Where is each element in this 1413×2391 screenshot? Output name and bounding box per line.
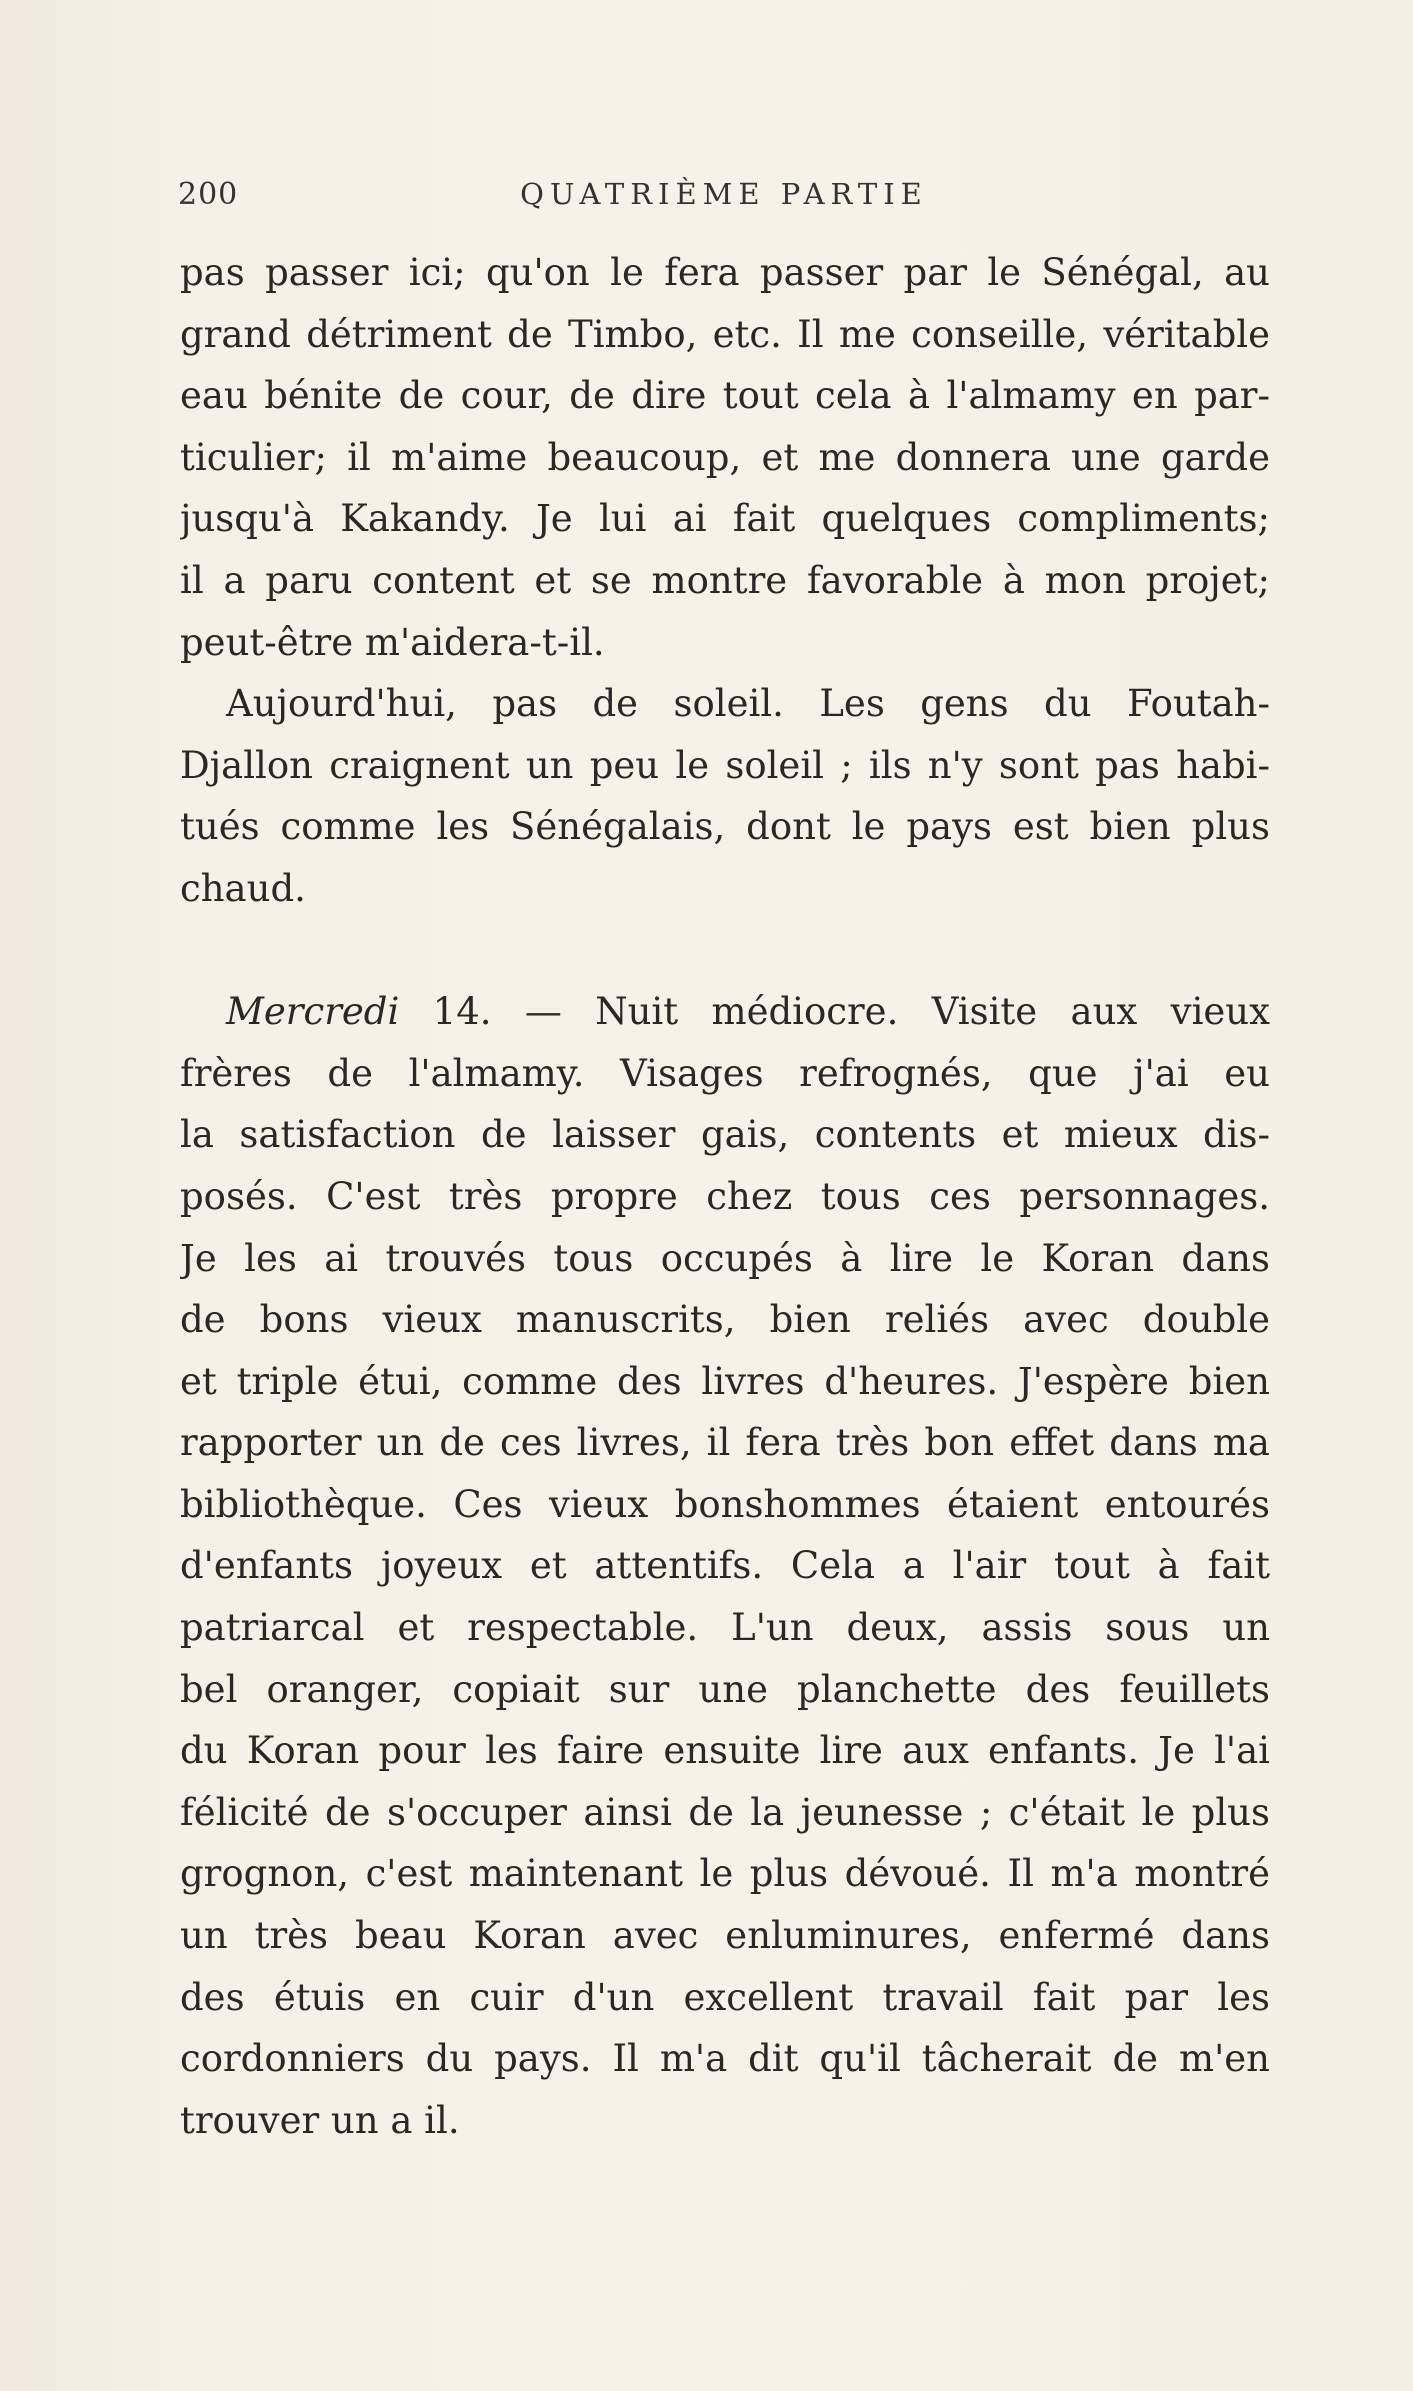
- text-line: Je les ai trouvés tous occupés à lire le Koran dans: [180, 1236, 1270, 1280]
- text-line: et triple étui, comme des livres d'heures. J'espère bien: [180, 1359, 1270, 1403]
- text-line: la satisfaction de laisser gais, contents et mieux dis-: [180, 1113, 1270, 1157]
- text-line: eau bénite de cour, de dire tout cela à l'almamy en par-: [180, 374, 1270, 418]
- text-line: il a paru content et se montre favorable à mon projet;: [180, 558, 1270, 602]
- text-line: grognon, c'est maintenant le plus dévoué. Il m'a montré: [180, 1852, 1270, 1896]
- text-line: frères de l'almamy. Visages refrognés, que j'ai eu: [180, 1051, 1270, 1095]
- text-line-last: chaud.: [180, 866, 306, 910]
- text-line-first: [180, 981, 1270, 1043]
- text-line: Djallon craignent un peu le soleil ; ils n'y sont pas habi-: [180, 743, 1270, 787]
- page-number: 200: [178, 177, 239, 212]
- text-line-first: Aujourd'hui, pas de soleil. Les gens du Foutah-: [226, 682, 1270, 726]
- text-line: un très beau Koran avec enluminures, enfermé dans: [180, 1914, 1270, 1958]
- paragraph-1: [180, 242, 1270, 673]
- text-line: d'enfants joyeux et attentifs. Cela a l'air tout à fait: [180, 1544, 1270, 1588]
- body-text: [180, 242, 1270, 2151]
- text-line: patriarcal et respectable. L'un deux, assis sous un: [180, 1606, 1270, 1650]
- text-line: posés. C'est très propre chez tous ces personnages.: [180, 1174, 1270, 1218]
- page-header: [178, 177, 1270, 217]
- text-line: cordonniers du pays. Il m'a dit qu'il tâcherait de m'en: [180, 2037, 1270, 2081]
- paragraph-3: [180, 981, 1270, 2151]
- text-line: tués comme les Sénégalais, dont le pays est bien plus: [180, 805, 1270, 849]
- text-line: bibliothèque. Ces vieux bonshommes étaient entourés: [180, 1482, 1270, 1526]
- text-line: jusqu'à Kakandy. Je lui ai fait quelques compliments;: [180, 497, 1270, 541]
- section-gap: [180, 920, 1270, 982]
- text-line: de bons vieux manuscrits, bien reliés avec double: [180, 1298, 1270, 1342]
- text-line: des étuis en cuir d'un excellent travail fait par les: [180, 1975, 1270, 2019]
- text-line: félicité de s'occuper ainsi de la jeunesse ; c'était le plus: [180, 1790, 1270, 1834]
- text-line: pas passer ici; qu'on le fera passer par le Sénégal, au: [180, 251, 1270, 294]
- text-line: du Koran pour les faire ensuite lire aux enfants. Je l'ai: [180, 1729, 1270, 1773]
- text-line: rapporter un de ces livres, il fera très bon effet dans ma: [180, 1421, 1270, 1465]
- text-line: grand détriment de Timbo, etc. Il me conseille, véritable: [180, 312, 1270, 356]
- text-line: ticulier; il m'aime beaucoup, et me donnera une garde: [180, 435, 1270, 479]
- text-line-last: trouver un a il.: [180, 2098, 460, 2142]
- date-line-text: 14. — Nuit médiocre. Visite aux vieux: [399, 990, 1270, 1034]
- date-label: Mercredi: [226, 990, 400, 1034]
- running-head: QUATRIÈME PARTIE: [520, 177, 928, 211]
- paragraph-2: [180, 673, 1270, 919]
- text-line-last: peut-être m'aidera-t-il.: [180, 620, 605, 664]
- text-line: bel oranger, copiait sur une planchette des feuillets: [180, 1667, 1270, 1711]
